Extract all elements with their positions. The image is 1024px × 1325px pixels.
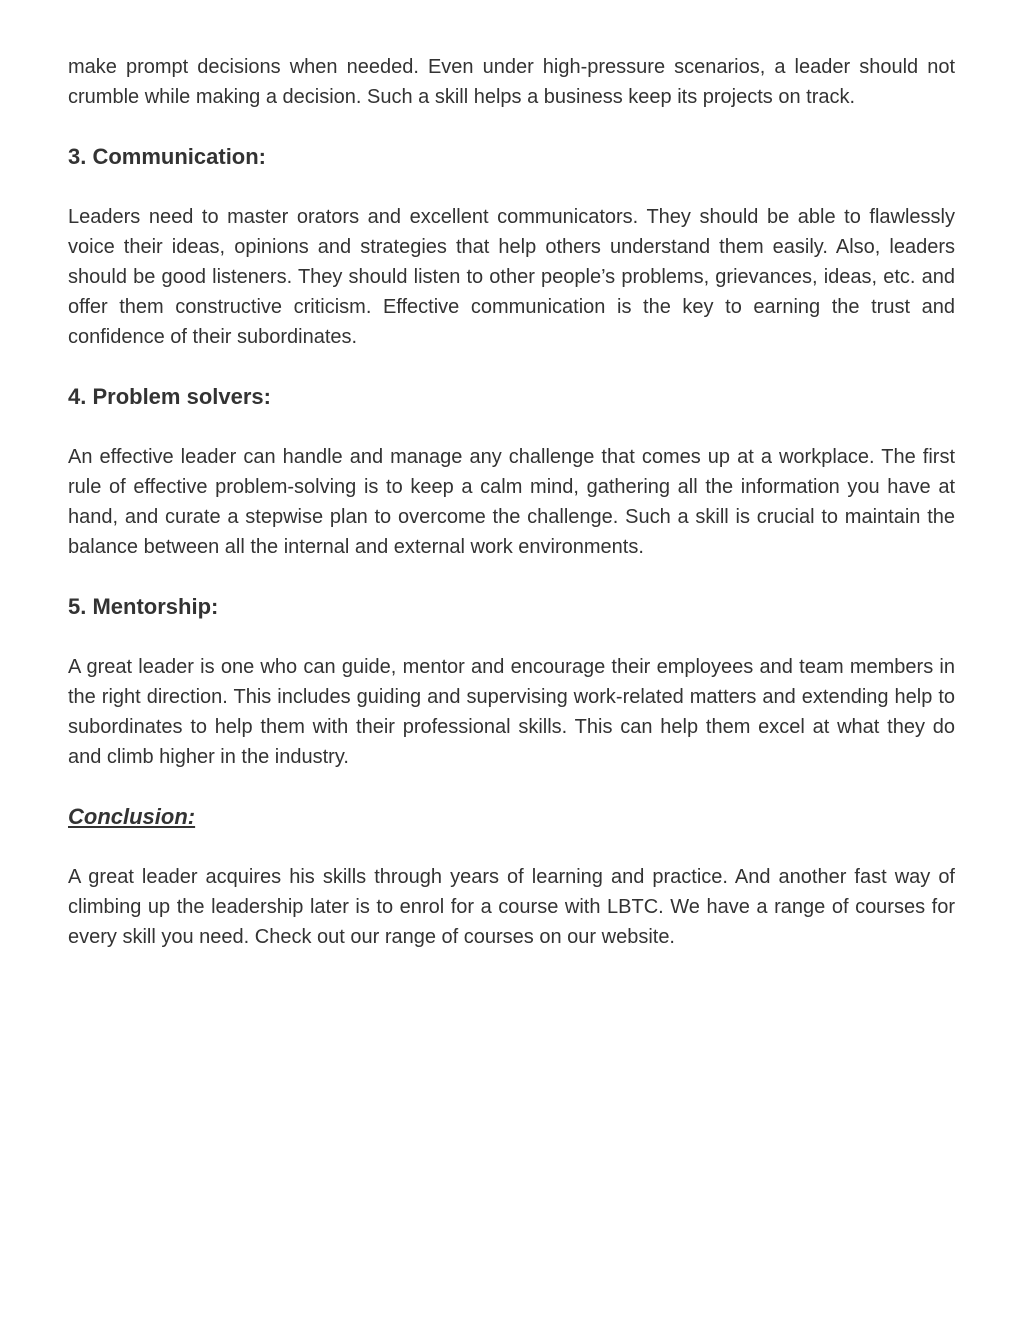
intro-paragraph: make prompt decisions when needed. Even under high-pressure scenarios, a leader should not crumble while making a decision. Such a skill helps a business keep its projects on track. [68,56,955,108]
section-body-communication: Leaders need to master orators and excellent communicators. They should be able to flawlessly voice their ideas, opinions and strategies that help others understand them easily. Also, leaders should be good listeners. They should listen to other people’s problems, grievances, ideas, etc. and offer them constructive criticism. Effective communication is the key to earning the trust and confidence of their subordinates. [68,206,955,348]
document-page [68,52,955,952]
section-heading-mentorship: 5. Mentorship: [68,594,219,619]
section-heading-communication: 3. Communication: [68,144,267,169]
conclusion-body: A great leader acquires his skills through years of learning and practice. And another fast way of climbing up the leadership later is to enrol for a course with LBTC. We have a range of courses for every skill you need. Check out our range of courses on our website. [68,866,955,948]
conclusion-heading: Conclusion: [68,804,196,829]
section-body-problem-solvers: An effective leader can handle and manage any challenge that comes up at a workplace. The first rule of effective problem-solving is to keep a calm mind, gathering all the information you have at hand, and curate a stepwise plan to overcome the challenge. Such a skill is crucial to maintain the balance between all the internal and external work environments. [68,446,955,558]
section-heading-problem-solvers: 4. Problem solvers: [68,384,271,409]
section-body-mentorship: A great leader is one who can guide, mentor and encourage their employees and team members in the right direction. This includes guiding and supervising work-related matters and extending help to subordinates to help them with their professional skills. This can help them excel at what they do and climb higher in the industry. [68,656,955,768]
